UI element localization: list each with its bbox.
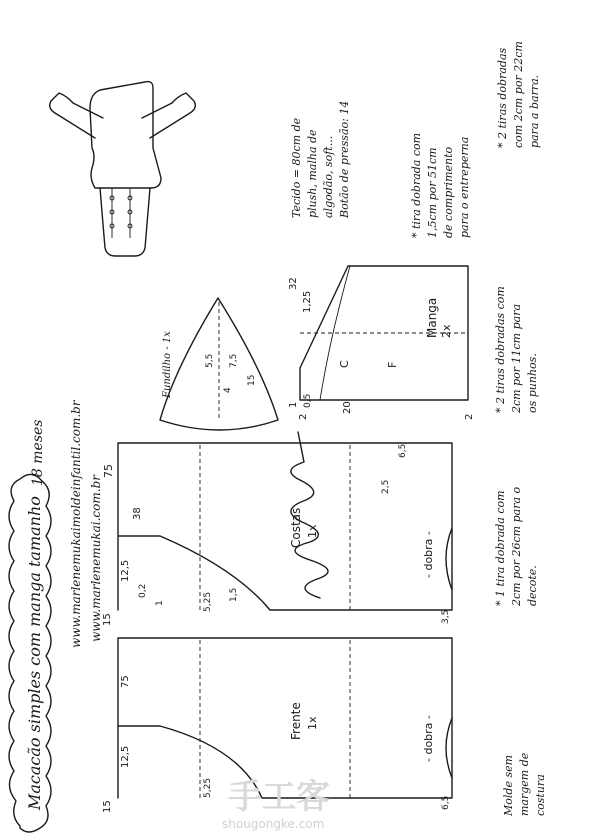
sleeve-qty: 2x bbox=[440, 324, 453, 338]
front-65: 6,5 bbox=[441, 795, 451, 810]
back-75: 75 bbox=[102, 464, 115, 478]
front-125: 12,5 bbox=[120, 745, 131, 768]
nomargin-line-2: margem de bbox=[518, 752, 531, 816]
neck-line-2: 2cm por 26cm para o bbox=[510, 486, 523, 606]
back-1: 1 bbox=[155, 600, 165, 606]
cuff-line-1: * 2 tiras dobradas com bbox=[494, 286, 507, 413]
sleeve-piece bbox=[288, 266, 475, 420]
cuff-line-2: 2cm por 11cm para bbox=[510, 303, 523, 413]
romper-sketch-icon bbox=[50, 82, 196, 256]
back-15b: 1,5 bbox=[229, 587, 239, 602]
strip-bar-3: para a barra. bbox=[528, 74, 541, 148]
back-3: 2,5 bbox=[381, 479, 391, 494]
front-qty: 1x bbox=[306, 716, 319, 730]
fabric-line-2: plush, malha de bbox=[306, 129, 319, 218]
strip-line-2: 1,5cm por 51cm bbox=[426, 147, 439, 238]
back-piece bbox=[102, 443, 452, 626]
strip-line-3: de comprimento bbox=[442, 146, 455, 238]
title-text: Macacão simples com manga tamanho bbox=[25, 496, 44, 810]
sleeve-f: F bbox=[386, 361, 399, 368]
strip-line-1: * tira dobrada com bbox=[410, 132, 423, 238]
size-text: 18 meses bbox=[30, 419, 46, 486]
back-fold: - dobra - bbox=[422, 531, 435, 578]
back-25: 0,2 bbox=[138, 583, 148, 598]
fund-15: 15 bbox=[247, 374, 257, 386]
sleeve-2b: 2 bbox=[464, 413, 475, 420]
url-1: www.marlenemukaimoldeinfantil.com.br bbox=[69, 400, 83, 648]
neck-line-3: decote. bbox=[526, 565, 539, 606]
front-label: Frente bbox=[289, 702, 303, 740]
sleeve-2a: 2 bbox=[298, 413, 309, 420]
sleeve-32: 32 bbox=[288, 277, 299, 290]
fund-label: Fundilho - 1x bbox=[162, 331, 173, 398]
sleeve-20: 20 bbox=[342, 401, 353, 414]
nomargin-line-3: costura bbox=[534, 774, 547, 816]
url-2: www.marlenemukai.com.br bbox=[89, 475, 103, 642]
back-15: 15 bbox=[102, 613, 113, 626]
fabric-line-4: Botão de pressão: 14 bbox=[338, 100, 351, 218]
sleeve-125: 1,25 bbox=[302, 290, 313, 313]
sleeve-c: C bbox=[338, 360, 351, 368]
back-label: Costas bbox=[289, 507, 303, 548]
sleeve-05: 0,5 bbox=[303, 393, 313, 408]
back-6: 6,5 bbox=[398, 443, 408, 458]
strip-bar-1: * 2 tiras dobradas bbox=[496, 47, 509, 148]
watermark-url: shougongke.com bbox=[222, 817, 325, 831]
strip-line-4: para o entreperna bbox=[458, 136, 471, 238]
fund-4: 4 bbox=[223, 387, 233, 393]
front-525: 5,25 bbox=[203, 777, 213, 798]
cuff-line-3: os punhos. bbox=[526, 353, 539, 413]
front-fold: - dobra - bbox=[422, 715, 435, 762]
front-15: 15 bbox=[102, 800, 113, 813]
back-38: 38 bbox=[132, 507, 143, 520]
back-125: 12,5 bbox=[120, 559, 131, 582]
sleeve-1: 1 bbox=[288, 401, 299, 408]
back-525: 5,25 bbox=[203, 591, 213, 612]
fabric-line-3: algodão, soft... bbox=[322, 135, 335, 218]
watermark-logo: 手工客 bbox=[228, 777, 330, 817]
back-65: 3,5 bbox=[441, 609, 451, 624]
fundilho-piece bbox=[160, 298, 278, 430]
fabric-line-1: Tecido = 80cm de bbox=[290, 117, 303, 218]
front-75: 75 bbox=[120, 675, 131, 688]
neck-line-1: * 1 tira dobrada com bbox=[494, 490, 507, 606]
strip-bar-2: com 2cm por 22cm bbox=[512, 41, 525, 148]
fund-75: 7,5 bbox=[229, 353, 239, 368]
fund-55: 5,5 bbox=[205, 353, 215, 368]
back-qty: 1x bbox=[306, 524, 319, 538]
nomargin-line-1: Molde sem bbox=[502, 754, 515, 816]
sleeve-label: Manga bbox=[425, 297, 439, 338]
